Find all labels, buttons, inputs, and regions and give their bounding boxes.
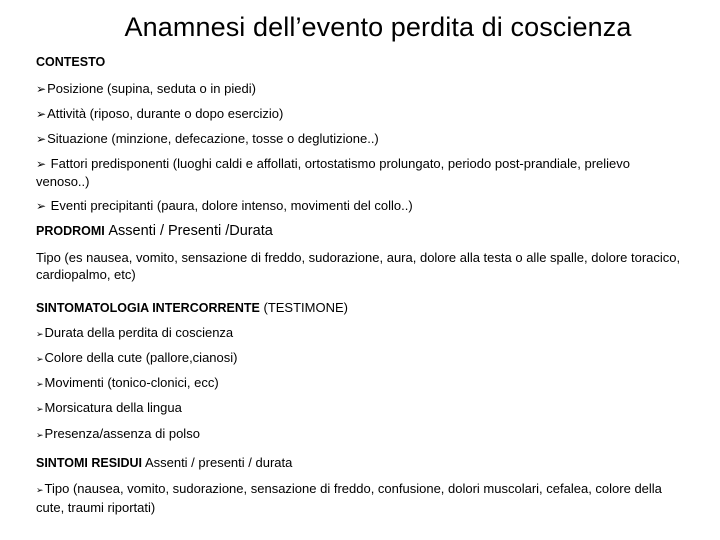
arrowhead-bullet-icon: ➢ [36,430,44,440]
sintomatologia-item: ➢Durata della perdita di coscienza [36,324,686,343]
sintomatologia-heading: SINTOMATOLOGIA INTERCORRENTE [36,301,260,315]
arrowhead-bullet-icon: ➢ [36,485,44,495]
sintomatologia-item: ➢Colore della cute (pallore,cianosi) [36,349,686,368]
contesto-item: ➢ Eventi precipitanti (paura, dolore intenso, movimenti del collo..) [36,198,413,213]
arrowhead-bullet-icon: ➢ [36,329,44,339]
contesto-item: ➢Situazione (minzione, defecazione, tosse o deglutizione..) [36,131,379,146]
prodromi-header [36,222,686,240]
residui-subtitle: Assenti / presenti / durata [144,455,293,470]
prodromi-body: Tipo (es nausea, vomito, sensazione di freddo, sudorazione, aura, dolore alla testa o alle spalle, dolore toracico, cardiopalmo, etc) [36,250,681,282]
sintomatologia-header [36,299,686,317]
arrowhead-bullet-icon: ➢ [36,199,47,213]
arrowhead-bullet-icon: ➢ [36,157,47,171]
arrowhead-bullet-icon: ➢ [36,404,44,414]
sintomatologia-item: ➢Morsicatura della lingua [36,399,686,418]
residui-heading: SINTOMI RESIDUI [36,456,143,470]
prodromi-subtitle: Assenti / Presenti /Durata [108,223,273,239]
sintomatologia-item: ➢Movimenti (tonico-clonici, ecc) [36,374,686,393]
prodromi-heading: PRODROMI [36,224,105,238]
contesto-item: ➢ Fattori predisponenti (luoghi caldi e affollati, ortostatismo prolungato, periodo post-prandiale, prelievo venoso..) [36,156,630,189]
contesto-item: ➢Attività (riposo, durante o dopo esercizio) [36,106,284,121]
arrowhead-bullet-icon: ➢ [36,82,47,96]
residui-header [36,454,686,472]
contesto-item: ➢Posizione (supina, seduta o in piedi) [36,81,256,96]
page-title: Anamnesi dell’evento perdita di coscienza [124,12,632,42]
residui-item: ➢Tipo (nausea, vomito, sudorazione, sensazione di freddo, confusione, dolori muscolari, cefalea, colore della cute, traumi riportati) [36,481,662,515]
sintomatologia-subtitle: (TESTIMONE) [263,300,348,315]
contesto-heading: CONTESTO [36,55,106,69]
arrowhead-bullet-icon: ➢ [36,107,47,121]
arrowhead-bullet-icon: ➢ [36,379,44,389]
arrowhead-bullet-icon: ➢ [36,132,47,146]
sintomatologia-item: ➢Presenza/assenza di polso [36,425,686,444]
arrowhead-bullet-icon: ➢ [36,354,44,364]
